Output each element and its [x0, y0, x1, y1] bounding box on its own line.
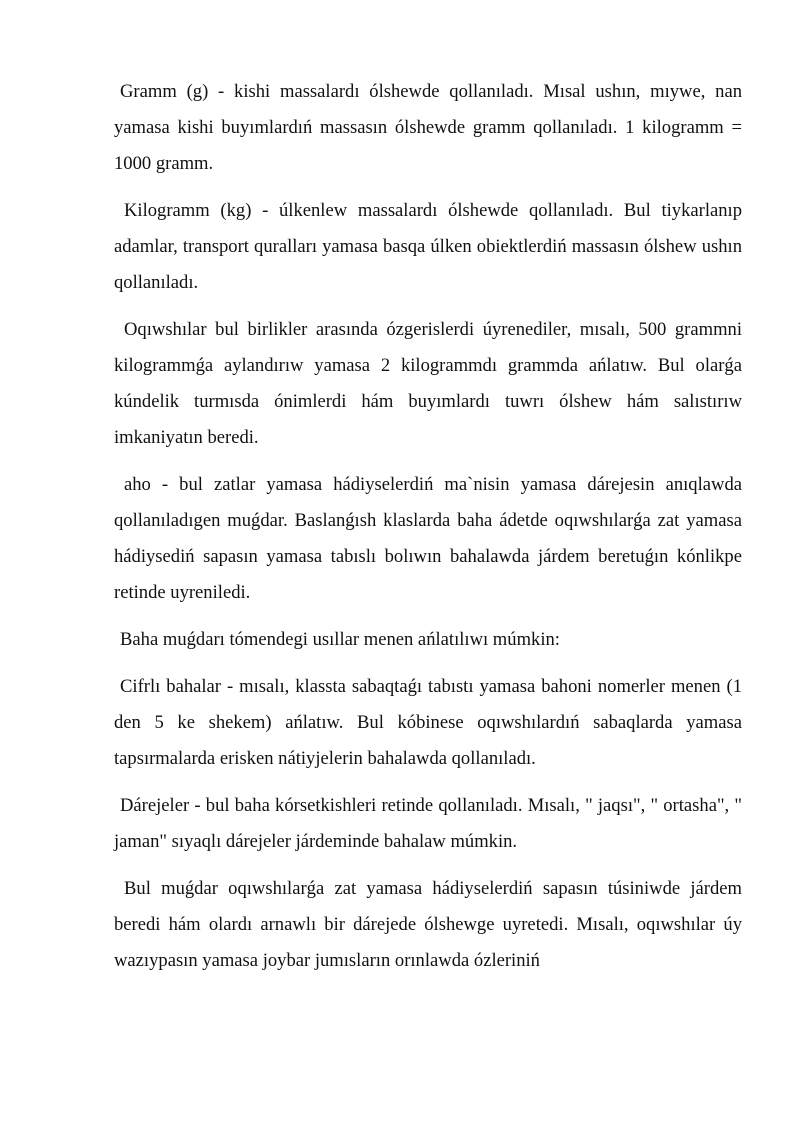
paragraph-unit-conversion: Oqıwshılar bul birlikler arasında ózgerislerdi úyrenediler, mısalı, 500 grammni kilogrammǵa aylandırıw yamasa 2 kilogrammdı grammda ańlatıw. Bul olarǵa kúndelik turmısda ónimlerdi hám buyımlardı tuwrı ólshew hám salıstırıw imkaniyatın beredi. [114, 319, 742, 448]
paragraph-kilogramm: Kilogramm (kg) - úlkenlew massalardı ólshewde qollanıladı. Bul tiykarlanıp adamlar, transport quralları yamasa basqa úlken obiektlerdiń massasın ólshew ushın qollanıladı. [114, 200, 742, 293]
paragraph-gramm: Gramm (g) - kishi massalardı ólshewde qollanıladı. Mısal ushın, mıywe, nan yamasa kishi buyımlardıń massasın ólshewde gramm qollanıladı. 1 kilogramm = 1000 gramm. [114, 81, 742, 174]
paragraph-numeric-grades: Cifrlı bahalar - mısalı, klassta sabaqtaǵı tabıstı yamasa bahoni nomerler menen (1 den 5 ke shekem) ańlatıw. Bul kóbinese oqıwshılardıń sabaqlarda yamasa tapsırmalarda erisken nátiyjelerin bahalawda qollanıladı. [114, 676, 742, 769]
paragraph-quantity-understanding: Bul muǵdar oqıwshılarǵa zat yamasa hádiyselerdiń sapasın túsiniwde járdem beredi hám olardı arnawlı bir dárejede ólshewge uyretedi. Mısalı, oqıwshılar úy wazıypasın yamasa joybar jumısların orınlawda ózleriniń [114, 878, 742, 971]
paragraph-baha-methods-intro: Baha muǵdarı tómendegi usıllar menen ańlatılıwı múmkin: [120, 629, 560, 650]
paragraph-baha-definition: aho - bul zatlar yamasa hádiyselerdiń ma`nisin yamasa dárejesin anıqlawda qollanıladıgen muǵdar. Baslanǵısh klaslarda baha ádetde oqıwshılarǵa zat yamasa hádiysediń sapasın yamasa tabıslı bolıwın bahalawda járdem beretuǵın kónlikpe retinde uyreniledi. [114, 474, 742, 603]
paragraph-levels: Dárejeler - bul baha kórsetkishleri retinde qollanıladı. Mısalı, " jaqsı", " ortasha", " jaman" sıyaqlı dárejeler járdeminde bahalaw múmkin. [114, 795, 742, 852]
